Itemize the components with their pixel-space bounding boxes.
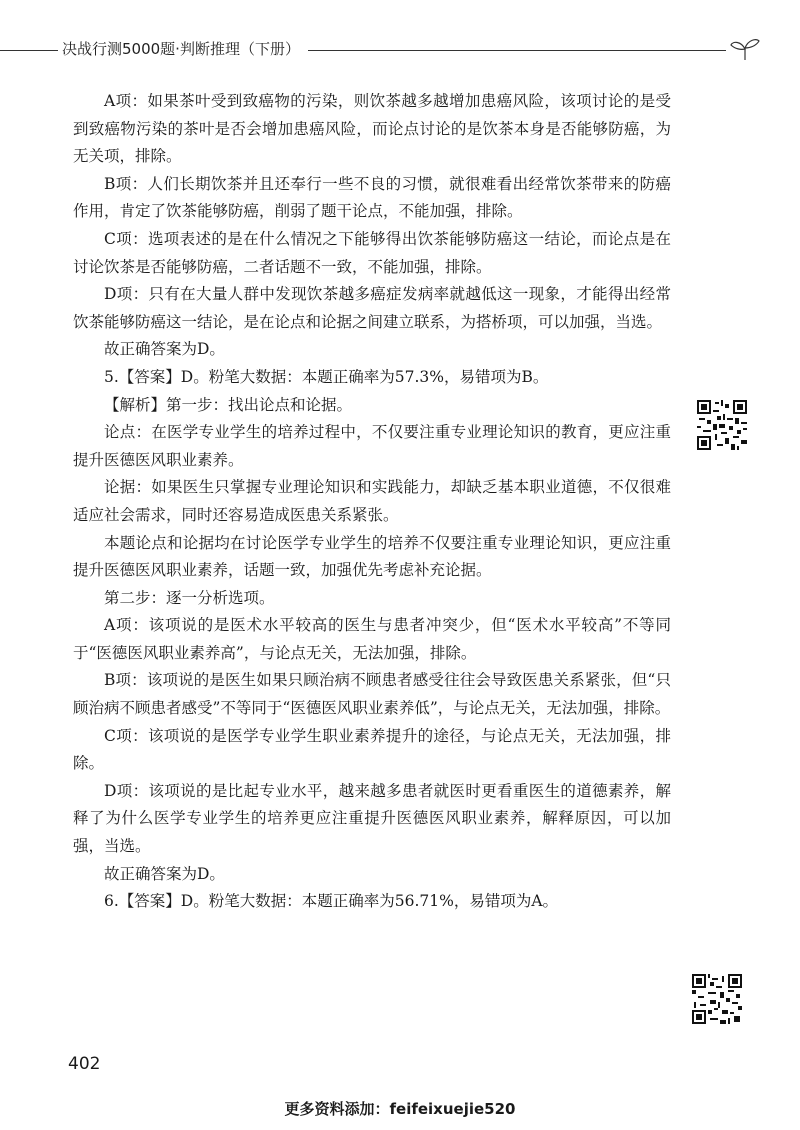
paragraph: D项：只有在大量人群中发现饮茶越多癌症发病率就越低这一现象，才能得出经常饮茶能够防癌这一结论，是在论点和论据之间建立联系，为搭桥项，可以加强，当选。 <box>73 285 671 331</box>
paragraph: 论据：如果医生只掌握专业理论知识和实践能力，却缺乏基本职业道德，不仅很难适应社会需求，同时还容易造成医患关系紧张。 <box>73 478 671 524</box>
header-rule-right <box>308 50 726 51</box>
paragraph: C项：该项说的是医学专业学生职业素养提升的途径，与论点无关，无法加强，排除。 <box>73 726 671 773</box>
paragraph: D项：该项说的是比起专业水平，越来越多患者就医时更看重医生的道德素养，解释了为什么医学专业学生的培养更应注重提升医德医风职业素养，解释原因，可以加强，当选。 <box>73 781 671 856</box>
answer-line: 6.【答案】D。粉笔大数据：本题正确率为56.71%，易错项为A。 <box>104 892 559 911</box>
qr-code-icon[interactable] <box>697 400 747 450</box>
footer-note: 更多资料添加：feifeixuejie520 <box>284 1100 516 1118</box>
sprout-icon <box>728 36 762 62</box>
page-number: 402 <box>68 1054 101 1074</box>
running-header <box>0 36 800 64</box>
qr-code-icon[interactable] <box>692 974 742 1024</box>
paragraph: A项：如果茶叶受到致癌物的污染，则饮茶越多越增加患癌风险，该项讨论的是受到致癌物污染的茶叶是否会增加患癌风险，而论点讨论的是饮茶本身是否能够防癌，为无关项，排除。 <box>73 92 671 166</box>
analysis-heading: 【解析】第一步：找出论点和论据。 <box>104 395 353 414</box>
paragraph: 论点：在医学专业学生的培养过程中，不仅要注重专业理论知识的教育，更应注重提升医德医风职业素养。 <box>73 423 671 469</box>
paragraph: A项：该项说的是医术水平较高的医生与患者冲突少，但“医术水平较高”不等同于“医德医风职业素养高”，与论点无关，无法加强，排除。 <box>73 616 671 662</box>
paragraph: 故正确答案为D。 <box>104 340 225 359</box>
answer-line: 5.【答案】D。粉笔大数据：本题正确率为57.3%，易错项为B。 <box>104 367 549 386</box>
book-title: 决战行测5000题·判断推理（下册） <box>62 40 300 58</box>
paragraph: B项：人们长期饮茶并且还奉行一些不良的习惯，就很难看出经常饮茶带来的防癌作用，肯定了饮茶能够防癌，削弱了题干论点，不能加强，排除。 <box>73 174 671 221</box>
paragraph: 故正确答案为D。 <box>104 864 225 883</box>
paragraph: C项：选项表述的是在什么情况之下能够得出饮茶能够防癌这一结论，而论点是在讨论饮茶是否能够防癌，二者话题不一致，不能加强，排除。 <box>73 229 671 276</box>
paragraph: 本题论点和论据均在讨论医学专业学生的培养不仅要注重专业理论知识，更应注重提升医德医风职业素养，话题一致，加强优先考虑补充论据。 <box>73 533 671 580</box>
paragraph: B项：该项说的是医生如果只顾治病不顾患者感受往往会导致医患关系紧张，但“只顾治病不顾患者感受”不等同于“医德医风职业素养低”，与论点无关，无法加强，排除。 <box>73 671 671 718</box>
answer-explanations <box>73 88 671 916</box>
header-rule-left <box>0 50 58 51</box>
paragraph: 第二步：逐一分析选项。 <box>104 588 275 607</box>
